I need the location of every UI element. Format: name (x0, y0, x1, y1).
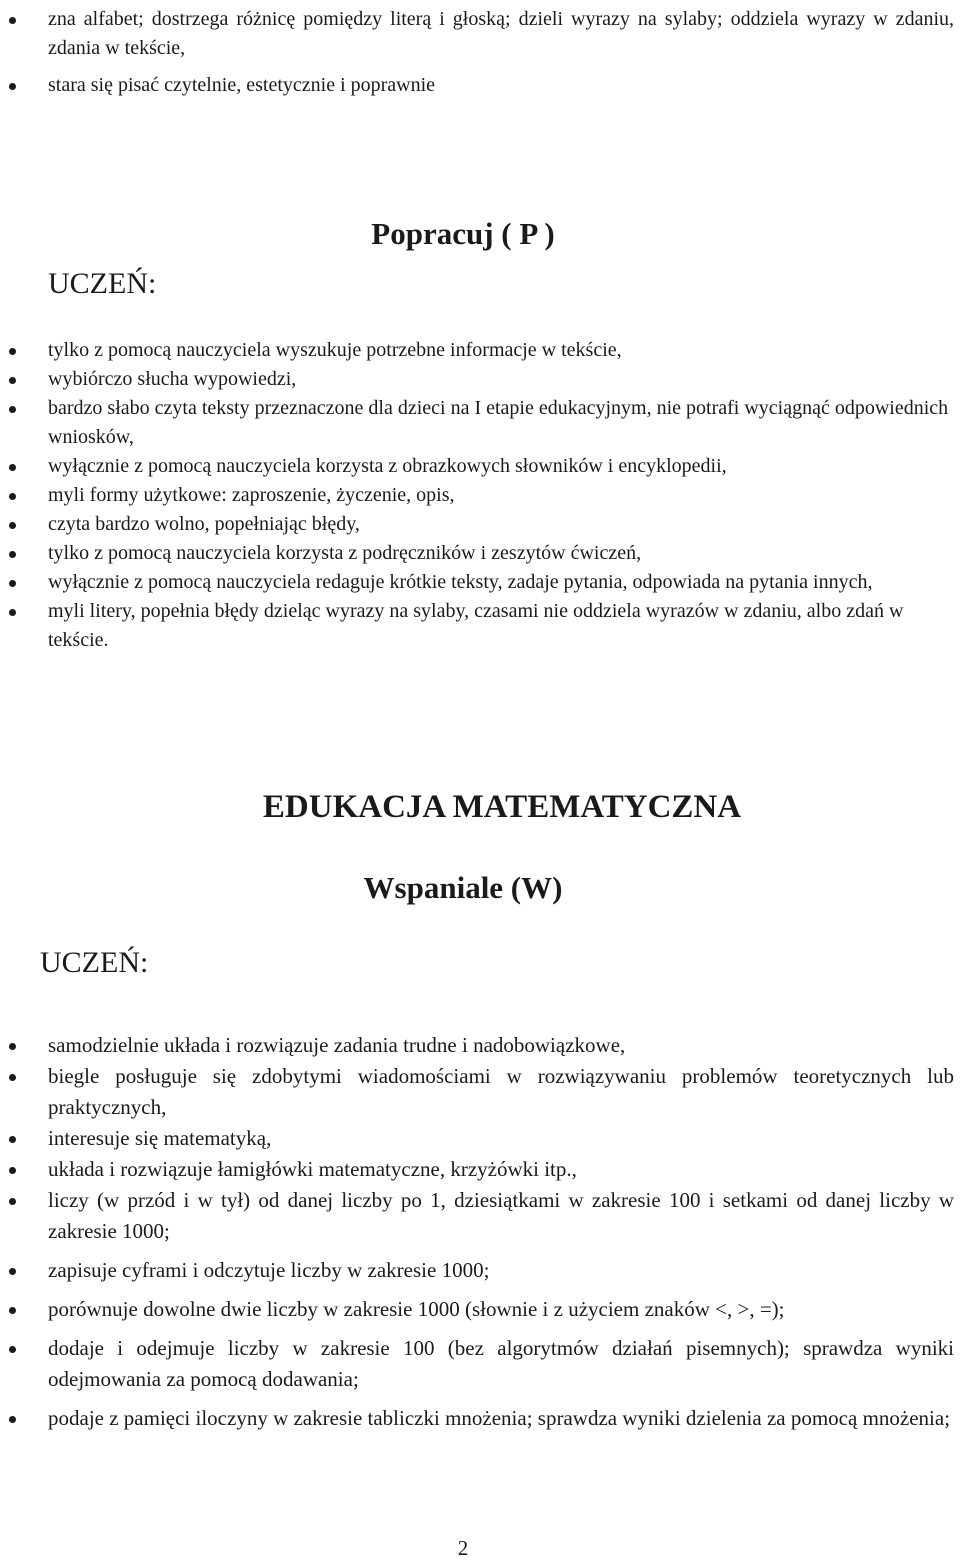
list-item: tylko z pomocą nauczyciela korzysta z podręczników i zeszytów ćwiczeń, (0, 539, 960, 568)
uczen-label: UCZEŃ: (48, 267, 157, 300)
list-item: wyłącznie z pomocą nauczyciela redaguje krótkie teksty, zadaje pytania, odpowiada na pytania innych, (0, 568, 960, 597)
list-item: myli formy użytkowe: zaproszenie, życzenie, opis, (0, 481, 960, 510)
intro-list (0, 5, 960, 100)
list-item: podaje z pamięci iloczyny w zakresie tabliczki mnożenia; sprawdza wyniki dzielenia za pomocą mnożenia; (0, 1403, 960, 1434)
math-list (0, 1030, 960, 1434)
list-item: dodaje i odejmuje liczby w zakresie 100 (bez algorytmów działań pisemnych); sprawdza wyniki odejmowania za pomocą dodawania; (0, 1333, 960, 1395)
uczen-label: UCZEŃ: (40, 946, 149, 979)
list-item: biegle posługuje się zdobytymi wiadomościami w rozwiązywaniu problemów teoretycznych lub praktycznych, (0, 1061, 960, 1123)
list-item: wyłącznie z pomocą nauczyciela korzysta z obrazkowych słowników i encyklopedii, (0, 452, 960, 481)
section-title: Popracuj ( P ) (371, 216, 555, 251)
list-item: porównuje dowolne dwie liczby w zakresie 1000 (słownie i z użyciem znaków <, >, =); (0, 1294, 960, 1325)
list-item: liczy (w przód i w tył) od danej liczby po 1, dziesiątkami w zakresie 100 i setkami od danej liczby w zakresie 1000; (0, 1185, 960, 1247)
section-heading: EDUKACJA MATEMATYCZNA (262, 789, 742, 825)
list-item: myli litery, popełnia błędy dzieląc wyrazy na sylaby, czasami nie oddziela wyrazów w zdaniu, albo zdań w tekście. (0, 597, 960, 655)
list-item: stara się pisać czytelnie, estetycznie i poprawnie (0, 71, 960, 100)
list-item: układa i rozwiązuje łamigłówki matematyczne, krzyżówki itp., (0, 1154, 960, 1185)
list-item: samodzielnie układa i rozwiązuje zadania trudne i nadobowiązkowe, (0, 1030, 960, 1061)
popracuj-list (0, 336, 960, 655)
list-item: tylko z pomocą nauczyciela wyszukuje potrzebne informacje w tekście, (0, 336, 960, 365)
list-item: bardzo słabo czyta teksty przeznaczone dla dzieci na I etapie edukacyjnym, nie potrafi wyciągnąć odpowiednich wniosków, (0, 394, 960, 452)
list-item: interesuje się matematyką, (0, 1123, 960, 1154)
list-item: czyta bardzo wolno, popełniając błędy, (0, 510, 960, 539)
page-number: 2 (457, 1536, 469, 1560)
section-subheading: Wspaniale (W) (363, 870, 563, 905)
list-item: zapisuje cyframi i odczytuje liczby w zakresie 1000; (0, 1255, 960, 1286)
list-item: zna alfabet; dostrzega różnicę pomiędzy literą i głoską; dzieli wyrazy na sylaby; oddziela wyrazy w zdaniu, zdania w tekście, (0, 5, 960, 63)
list-item: wybiórczo słucha wypowiedzi, (0, 365, 960, 394)
